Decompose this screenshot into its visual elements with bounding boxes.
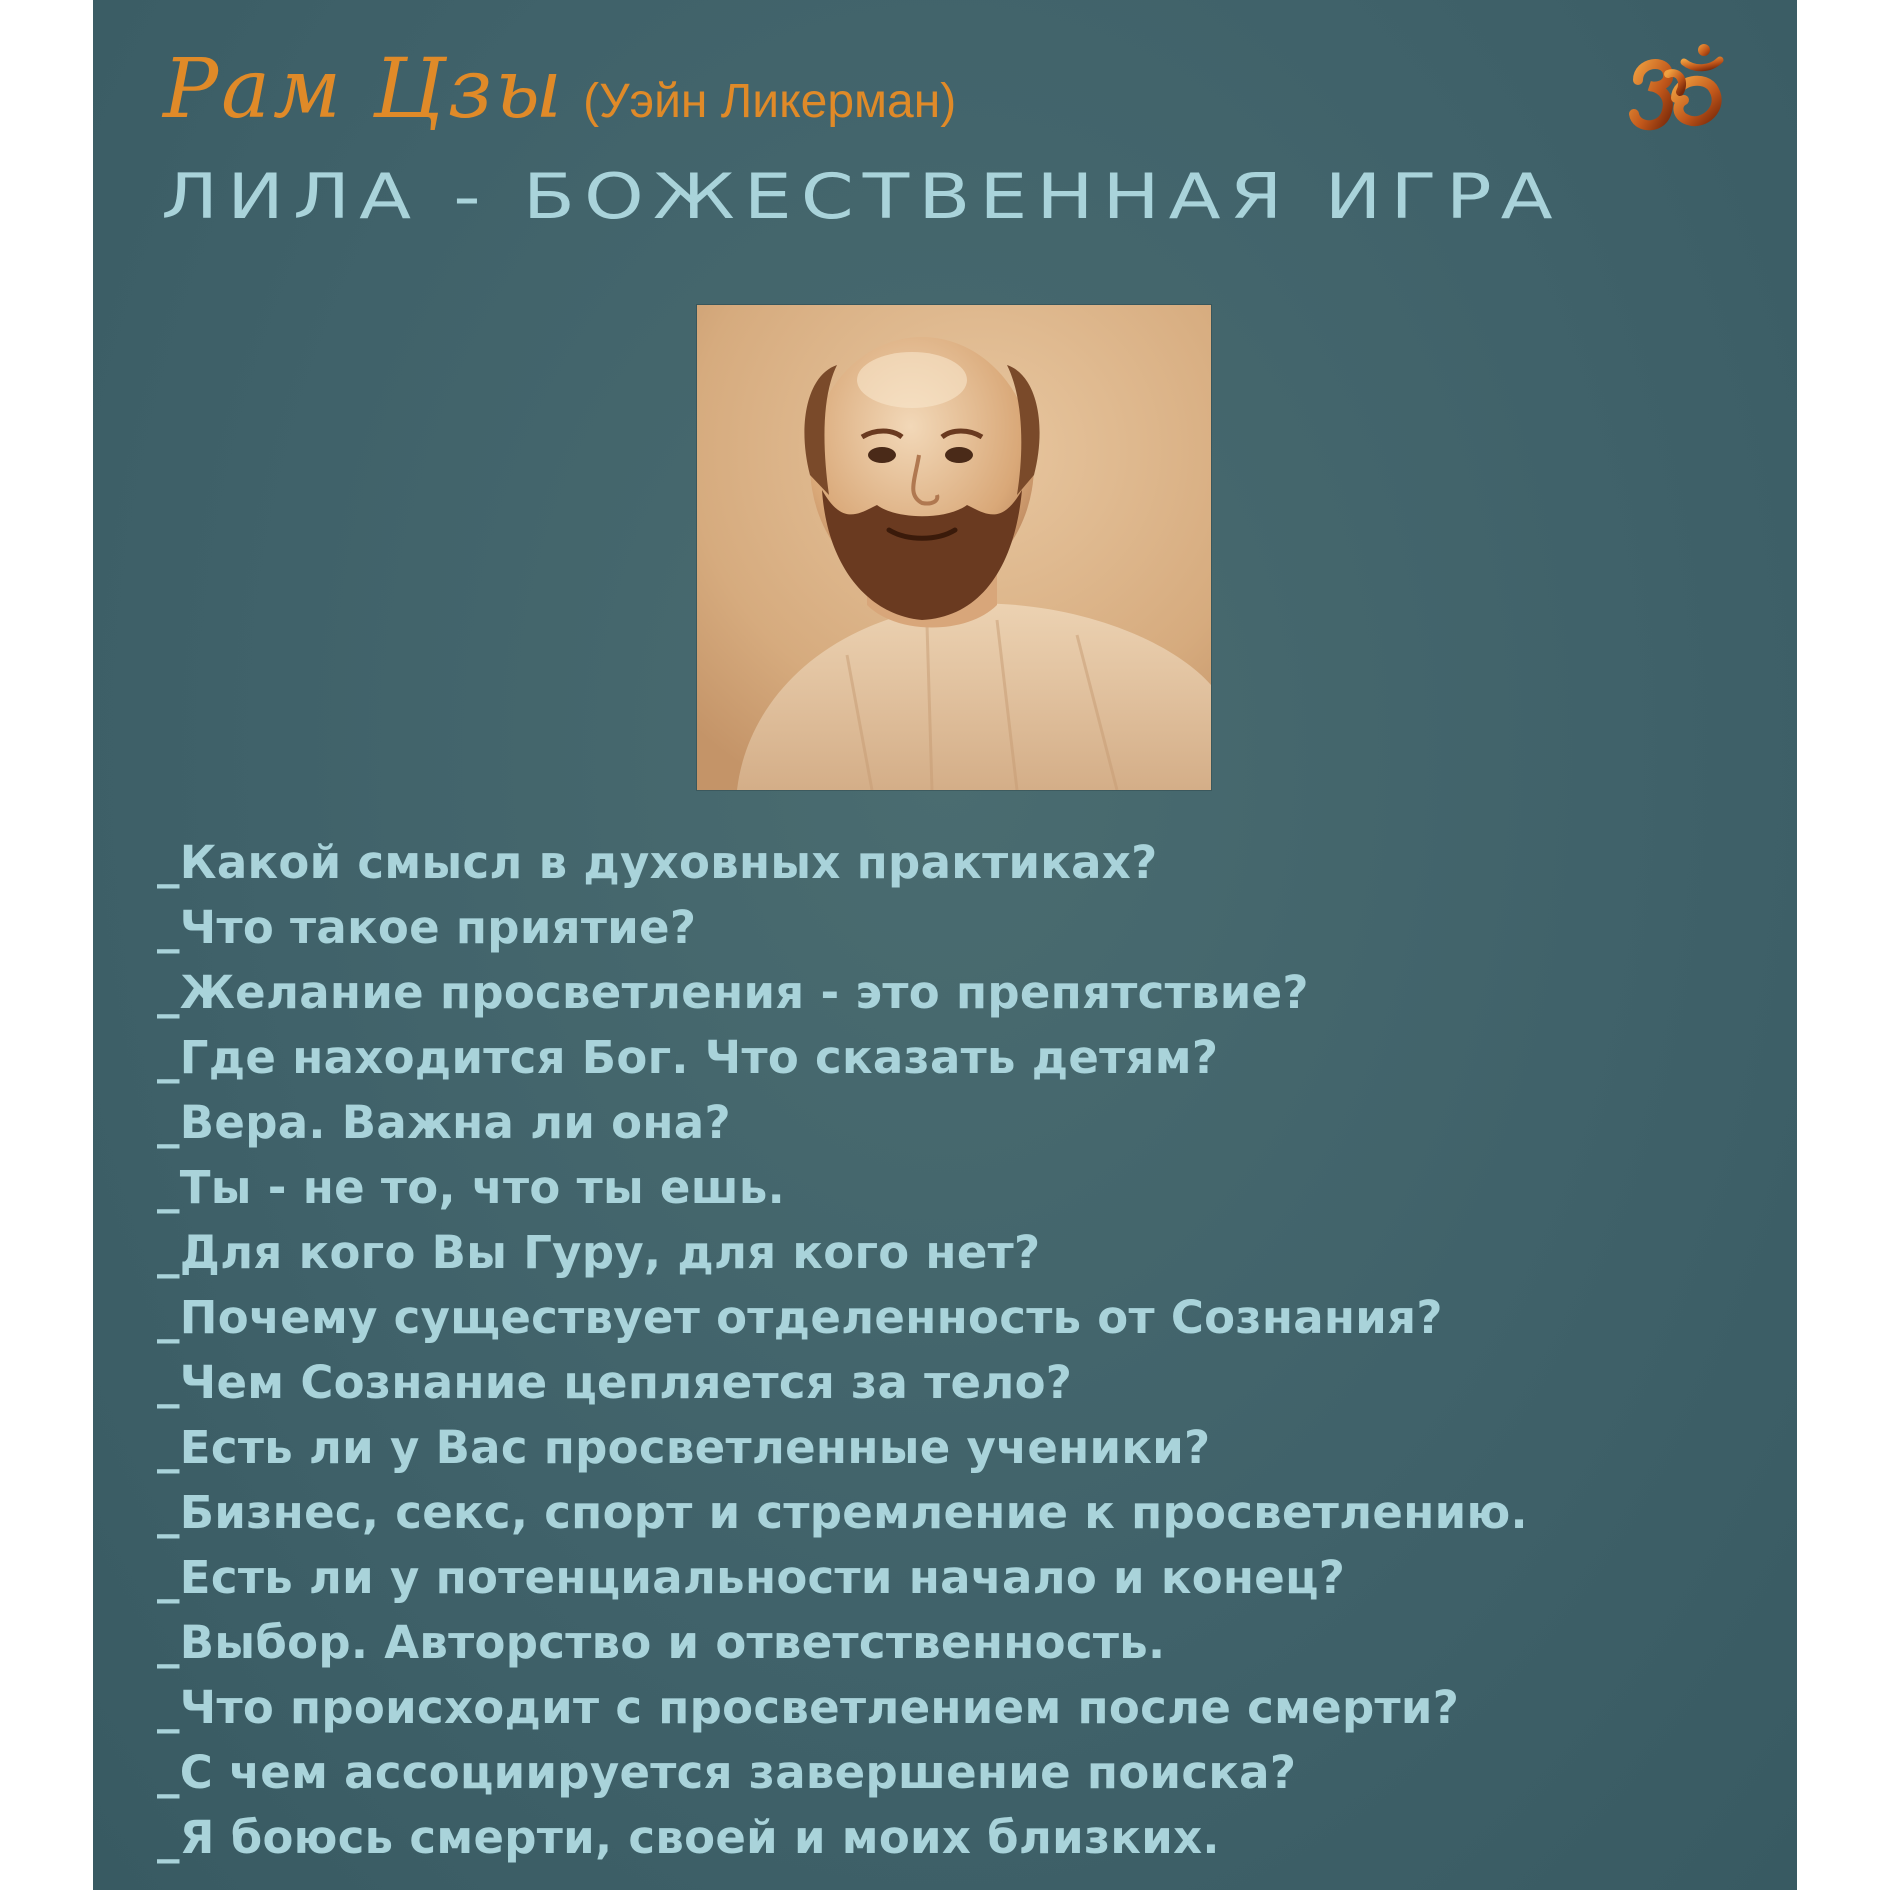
topic-item: _Что такое приятие? xyxy=(157,901,697,954)
topic-item: _Есть ли у потенциальности начало и конец? xyxy=(157,1551,1346,1604)
topic-item: _Есть ли у Вас просветленные ученики? xyxy=(157,1421,1211,1474)
topic-item: _Какой смысл в духовных практиках? xyxy=(157,836,1158,889)
topic-item: _Для кого Вы Гуру, для кого нет? xyxy=(157,1226,1041,1279)
topics-list xyxy=(157,830,1528,1870)
topic-item: _Я боюсь смерти, своей и моих близких. xyxy=(157,1811,1220,1864)
topic-item: _Желание просветления - это препятствие? xyxy=(157,966,1309,1019)
topic-item: _Вера. Важна ли она? xyxy=(157,1096,731,1149)
om-icon xyxy=(1628,40,1738,140)
book-cover xyxy=(93,0,1797,1890)
author-alt-name: (Уэйн Ликерман) xyxy=(583,75,957,128)
topic-item: _Где находится Бог. Что сказать детям? xyxy=(157,1031,1219,1084)
topic-item: _Чем Сознание цепляется за тело? xyxy=(157,1356,1073,1409)
author-name: Рам Цзы xyxy=(163,42,566,137)
topic-item: _Бизнес, секс, спорт и стремление к просветлению. xyxy=(157,1486,1528,1539)
author-line xyxy=(163,42,956,137)
topic-item: _Почему существует отделенность от Сознания? xyxy=(157,1291,1443,1344)
book-title: ЛИЛА - БОЖЕСТВЕННАЯ ИГРА xyxy=(161,160,1562,233)
topic-item: _С чем ассоциируется завершение поиска? xyxy=(157,1746,1297,1799)
topic-item: _Что происходит с просветлением после смерти? xyxy=(157,1681,1460,1734)
topic-item: _Выбор. Авторство и ответственность. xyxy=(157,1616,1166,1669)
topic-item: _Ты - не то, что ты ешь. xyxy=(157,1161,785,1214)
author-photo xyxy=(697,305,1211,790)
